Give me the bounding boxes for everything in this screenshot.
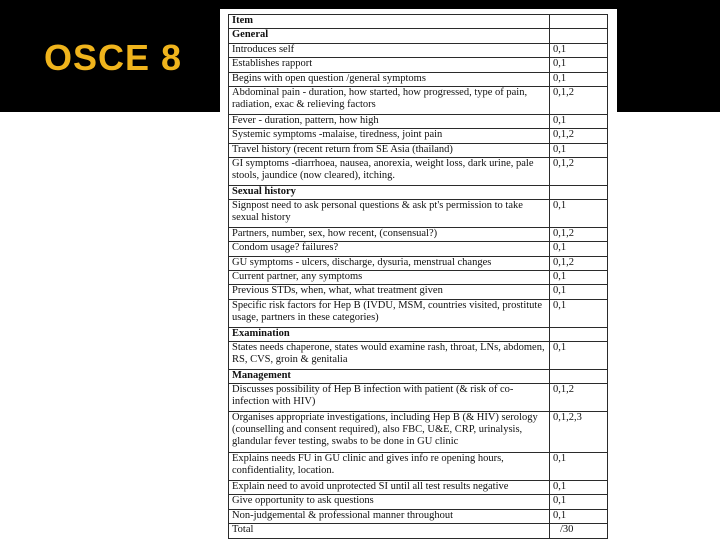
section-title: Management: [229, 369, 550, 383]
table-row: [229, 200, 608, 228]
score-range: 0,1: [550, 453, 608, 481]
score-range: 0,1,2: [550, 227, 608, 241]
section-header-management: [229, 369, 608, 383]
section-header-general: [229, 29, 608, 43]
score-range: 0,1: [550, 509, 608, 523]
section-title: Sexual history: [229, 185, 550, 199]
score-range: 0,1,2,3: [550, 412, 608, 453]
score-range: 0,1: [550, 200, 608, 228]
section-score: [550, 29, 608, 43]
score-range: 0,1: [550, 271, 608, 285]
table-row: [229, 143, 608, 157]
total-row: [229, 524, 608, 538]
table-row: [229, 495, 608, 509]
table-row: [229, 58, 608, 72]
score-column-header: [550, 15, 608, 29]
table-row: [229, 384, 608, 412]
score-range: 0,1: [550, 58, 608, 72]
checklist-scan: [220, 9, 617, 536]
item-text: Fever - duration, pattern, how high: [229, 114, 550, 128]
total-score: /30: [550, 524, 608, 538]
total-label: Total: [229, 524, 550, 538]
table-row: [229, 242, 608, 256]
score-range: 0,1: [550, 43, 608, 57]
item-text: Give opportunity to ask questions: [229, 495, 550, 509]
section-title: General: [229, 29, 550, 43]
item-text: Explain need to avoid unprotected SI until all test results negative: [229, 481, 550, 495]
section-header-sexual-history: [229, 185, 608, 199]
item-text: Non-judgemental & professional manner throughout: [229, 509, 550, 523]
score-range: 0,1: [550, 242, 608, 256]
table-header-row: [229, 15, 608, 29]
item-text: Abdominal pain - duration, how started, how progressed, type of pain, radiation, exac & relieving factors: [229, 86, 550, 114]
table-row: [229, 129, 608, 143]
item-text: Condom usage? failures?: [229, 242, 550, 256]
slide-title: OSCE 8: [44, 37, 183, 78]
table-row: [229, 285, 608, 299]
item-text: Introduces self: [229, 43, 550, 57]
score-range: 0,1: [550, 143, 608, 157]
table-row: [229, 227, 608, 241]
table-row: [229, 86, 608, 114]
item-text: Organises appropriate investigations, including Hep B (& HIV) serology (counselling and consent required), also FBC, U&E, CRP, urinalysis, glandular fever testing, swabs to be done in GU clinic: [229, 412, 550, 453]
table-row: [229, 509, 608, 523]
score-range: 0,1,2: [550, 256, 608, 270]
item-text: Begins with open question /general symptoms: [229, 72, 550, 86]
table-row: [229, 481, 608, 495]
item-text: Specific risk factors for Hep B (IVDU, MSM, countries visited, prostitute usage, partners in these categories): [229, 299, 550, 327]
table-row: [229, 299, 608, 327]
score-range: 0,1,2: [550, 129, 608, 143]
table-row: [229, 43, 608, 57]
score-range: 0,1: [550, 72, 608, 86]
score-range: 0,1,2: [550, 86, 608, 114]
item-text: Current partner, any symptoms: [229, 271, 550, 285]
item-text: Explains needs FU in GU clinic and gives info re opening hours, confidentiality, location.: [229, 453, 550, 481]
score-range: 0,1: [550, 285, 608, 299]
item-text: Establishes rapport: [229, 58, 550, 72]
table-row: [229, 72, 608, 86]
section-score: [550, 327, 608, 341]
osce-checklist-table: [228, 14, 608, 539]
item-text: Previous STDs, when, what, what treatment given: [229, 285, 550, 299]
item-text: Signpost need to ask personal questions & ask pt's permission to take sexual history: [229, 200, 550, 228]
item-text: GI symptoms -diarrhoea, nausea, anorexia, weight loss, dark urine, pale stools, jaundice (now cleared), itching.: [229, 157, 550, 185]
section-score: [550, 369, 608, 383]
section-title: Examination: [229, 327, 550, 341]
item-column-header: Item: [229, 15, 550, 29]
item-text: GU symptoms - ulcers, discharge, dysuria, menstrual changes: [229, 256, 550, 270]
item-text: Partners, number, sex, how recent, (consensual?): [229, 227, 550, 241]
score-range: 0,1: [550, 342, 608, 370]
score-range: 0,1: [550, 114, 608, 128]
score-range: 0,1: [550, 299, 608, 327]
score-range: 0,1,2: [550, 157, 608, 185]
section-score: [550, 185, 608, 199]
score-range: 0,1: [550, 481, 608, 495]
item-text: Systemic symptoms -malaise, tiredness, joint pain: [229, 129, 550, 143]
table-row: [229, 256, 608, 270]
table-row: [229, 453, 608, 481]
table-row: [229, 114, 608, 128]
score-range: 0,1,2: [550, 384, 608, 412]
section-header-examination: [229, 327, 608, 341]
table-row: [229, 412, 608, 453]
score-range: 0,1: [550, 495, 608, 509]
item-text: Travel history (recent return from SE Asia (thailand): [229, 143, 550, 157]
item-text: States needs chaperone, states would examine rash, throat, LNs, abdomen, RS, CVS, groin & genitalia: [229, 342, 550, 370]
table-row: [229, 342, 608, 370]
table-row: [229, 157, 608, 185]
table-row: [229, 271, 608, 285]
item-text: Discusses possibility of Hep B infection with patient (& risk of co-infection with HIV): [229, 384, 550, 412]
